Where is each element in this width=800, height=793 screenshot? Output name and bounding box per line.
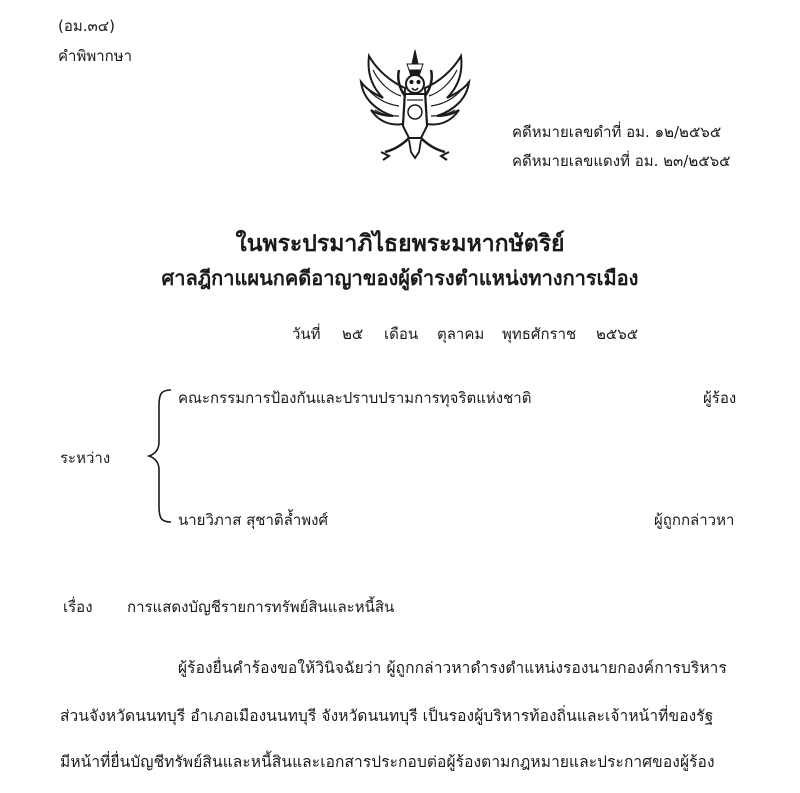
date-month: ตุลาคม xyxy=(437,325,485,343)
document-type: คำพิพากษา xyxy=(58,47,133,65)
garuda-emblem-icon xyxy=(355,48,475,166)
body-line-1: ผู้ร้องยื่นคำร้องขอให้วินิจฉัยว่า ผู้ถูกกล่าวหาดำรงตำแหน่งรองนายกองค์การบริหาร xyxy=(178,659,727,677)
date-year: ๒๕๖๕ xyxy=(596,325,639,343)
form-code: (อม.๓๔) xyxy=(58,17,115,35)
black-case-number: คดีหมายเลขดำที่ อม. ๑๒/๒๕๖๕ xyxy=(512,123,722,141)
defendant-role: ผู้ถูกกล่าวหา xyxy=(654,511,735,529)
date-year-label: พุทธศักราช xyxy=(502,325,577,343)
date-day: ๒๕ xyxy=(342,325,364,343)
red-case-number: คดีหมายเลขแดงที่ อม. ๒๓/๒๕๖๕ xyxy=(512,152,731,170)
plaintiff-role: ผู้ร้อง xyxy=(703,389,737,407)
subject-text: การแสดงบัญชีรายการทรัพย์สินและหนี้สิน xyxy=(127,598,395,616)
royal-title: ในพระปรมาภิไธยพระมหากษัตริย์ xyxy=(235,231,565,257)
date-month-label: เดือน xyxy=(384,325,419,343)
subject-label: เรื่อง xyxy=(63,598,93,616)
defendant-name: นายวิภาส สุชาติล้ำพงศ์ xyxy=(178,511,328,529)
body-line-2: ส่วนจังหวัดนนทบุรี อำเภอเมืองนนทบุรี จังหวัดนนทบุรี เป็นรองผู้บริหารท้องถิ่นและเจ้าหน้าที่ของรัฐ xyxy=(60,707,714,725)
plaintiff-name: คณะกรรมการป้องกันและปราบปรามการทุจริตแห่งชาติ xyxy=(178,389,532,407)
date-day-label: วันที่ xyxy=(292,325,321,343)
between-label: ระหว่าง xyxy=(60,449,111,467)
body-line-3: มีหน้าที่ยื่นบัญชีทรัพย์สินและหนี้สินและเอกสารประกอบต่อผู้ร้องตามกฎหมายและประกาศของผู้ร้อง xyxy=(60,753,715,771)
court-title: ศาลฎีกาแผนกคดีอาญาของผู้ดำรงตำแหน่งทางการเมือง xyxy=(161,266,639,290)
